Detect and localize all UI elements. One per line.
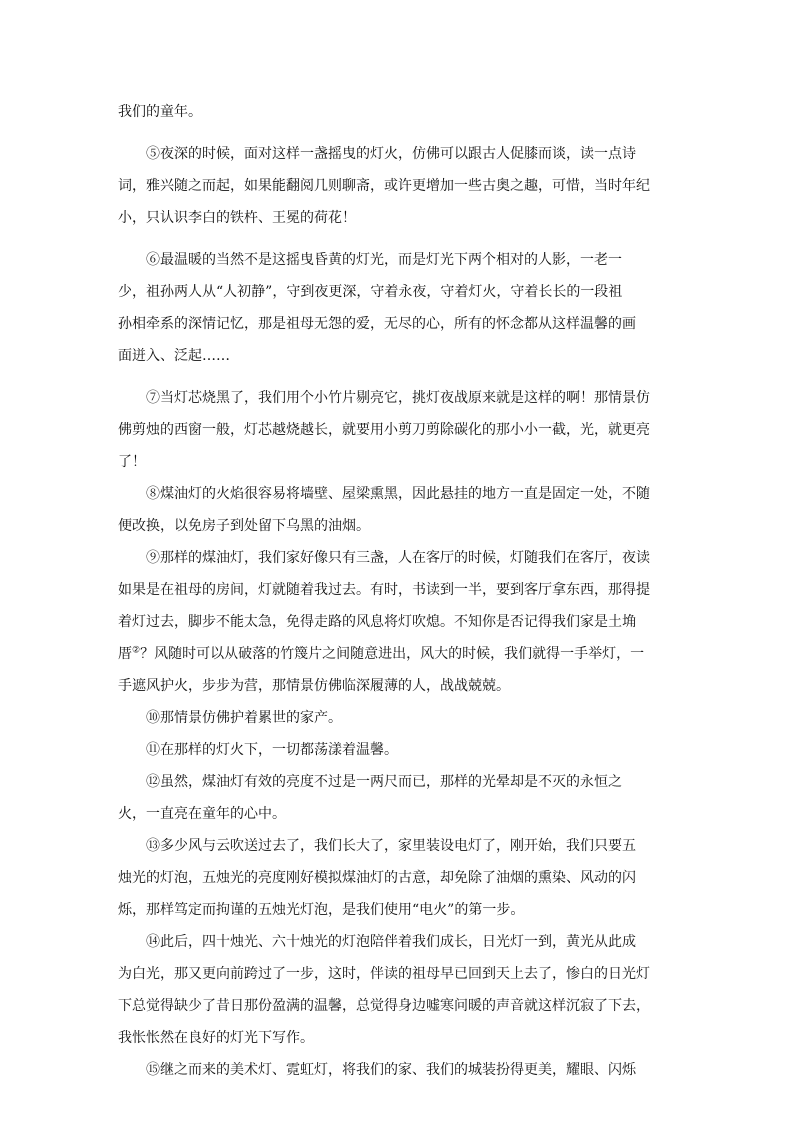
paragraph-10-line: ⑩那情景仿佛护着累世的家产。 (146, 710, 342, 726)
paragraph-9-line: ⑨那样的煤油灯，我们家好像只有三盏，人在客厅的时候，灯随我们在客厅，夜读 (146, 550, 650, 566)
paragraph-15-line: ⑮继之而来的美术灯、霓虹灯，将我们的家、我们的城装扮得更美，耀眼、闪烁 (146, 1062, 636, 1078)
paragraph-7-line: 佛剪烛的西窗一般，灯芯越烧越长，就要用小剪刀剪除碳化的那小小一截，光，就更亮 (118, 422, 650, 438)
paragraph-12-line: 火，一直亮在童年的心中。 (118, 806, 286, 822)
paragraph-13-line: ⑬多少风与云吹送过去了，我们长大了，家里装设电灯了，刚开始，我们只要五 (146, 838, 636, 854)
paragraph-9-line (118, 638, 684, 670)
paragraph-12-line: ⑫虽然，煤油灯有效的亮度不过是一两尺而已，那样的光晕却是不灭的永恒之 (146, 774, 622, 790)
paragraph-13-line: 烛光的灯泡，五烛光的亮度刚好模拟煤油灯的古意，却免除了油烟的熏染、风动的闪 (118, 870, 636, 886)
paragraph-5-line: 小，只认识李白的铁杵、王冕的荷花！ (118, 210, 356, 226)
text-line: 我们的童年。 (118, 104, 202, 120)
paragraph-5-line: ⑤夜深的时候，面对这样一盏摇曳的灯火，仿佛可以跟古人促膝而谈，读一点诗 (146, 146, 636, 162)
article-text (118, 96, 684, 1086)
paragraph-9-line: 着灯过去，脚步不能太急，免得走路的风息将灯吹熄。不知你是否记得我们家是土埆 (118, 614, 636, 630)
paragraph-6-line: 少，祖孙两人从“人初静”，守到夜更深，守着永夜，守着灯火，守着长长的一段祖 (118, 284, 623, 300)
footnote-marker: ② (132, 645, 141, 656)
footnote-word: 厝 (118, 646, 132, 662)
paragraph-6-line: ⑥最温暖的当然不是这摇曳昏黄的灯光，而是灯光下两个相对的人影，一老一 (146, 252, 622, 268)
paragraph-8-line: 便改换，以免房子到处留下乌黑的油烟。 (118, 518, 370, 534)
paragraph-11-line: ⑪在那样的灯火下，一切都荡漾着温馨。 (146, 742, 398, 758)
paragraph-13-line: 烁，那样笃定而拘谨的五烛光灯泡，是我们使用“电火”的第一步。 (118, 902, 525, 918)
paragraph-14-line: 我怅怅然在良好的灯光下写作。 (118, 1030, 314, 1046)
paragraph-14-line: 下总觉得缺少了昔日那份盈满的温馨，总觉得身边嘘寒问暖的声音就这样沉寂了下去， (118, 998, 650, 1014)
paragraph-7-line: 了！ (118, 454, 146, 470)
paragraph-6-line: 面迸入、泛起…… (118, 348, 230, 364)
paragraph-9-line: 手遮风护火，步步为营，那情景仿佛临深履薄的人，战战兢兢。 (118, 678, 510, 694)
paragraph-6-line: 孙相牵系的深情记忆，那是祖母无怨的爱，无尽的心，所有的怀念都从这样温馨的画 (118, 316, 636, 332)
paragraph-7-line: ⑦当灯芯烧黑了，我们用个小竹片剔亮它，挑灯夜战原来就是这样的啊！那情景仿 (146, 390, 650, 406)
paragraph-9-text: ？风随时可以从破落的竹篾片之间随意进出，风大的时候，我们就得一手举灯，一 (140, 646, 645, 662)
paragraph-9-line: 如果是在祖母的房间，灯就随着我过去。有时，书读到一半，要到客厅拿东西，那得提 (118, 582, 650, 598)
paragraph-5-line: 词，雅兴随之而起，如果能翻阅几则聊斋，或许更增加一些古奥之趣，可惜，当时年纪 (118, 178, 650, 194)
paragraph-8-line: ⑧煤油灯的火焰很容易将墙壁、屋梁熏黑，因此悬挂的地方一直是固定一处，不随 (146, 486, 650, 502)
paragraph-14-line: ⑭此后，四十烛光、六十烛光的灯泡陪伴着我们成长，日光灯一到，黄光从此成 (146, 934, 636, 950)
paragraph-14-line: 为白光，那又更向前跨过了一步，这时，伴读的祖母早已回到天上去了，惨白的日光灯 (118, 966, 650, 982)
